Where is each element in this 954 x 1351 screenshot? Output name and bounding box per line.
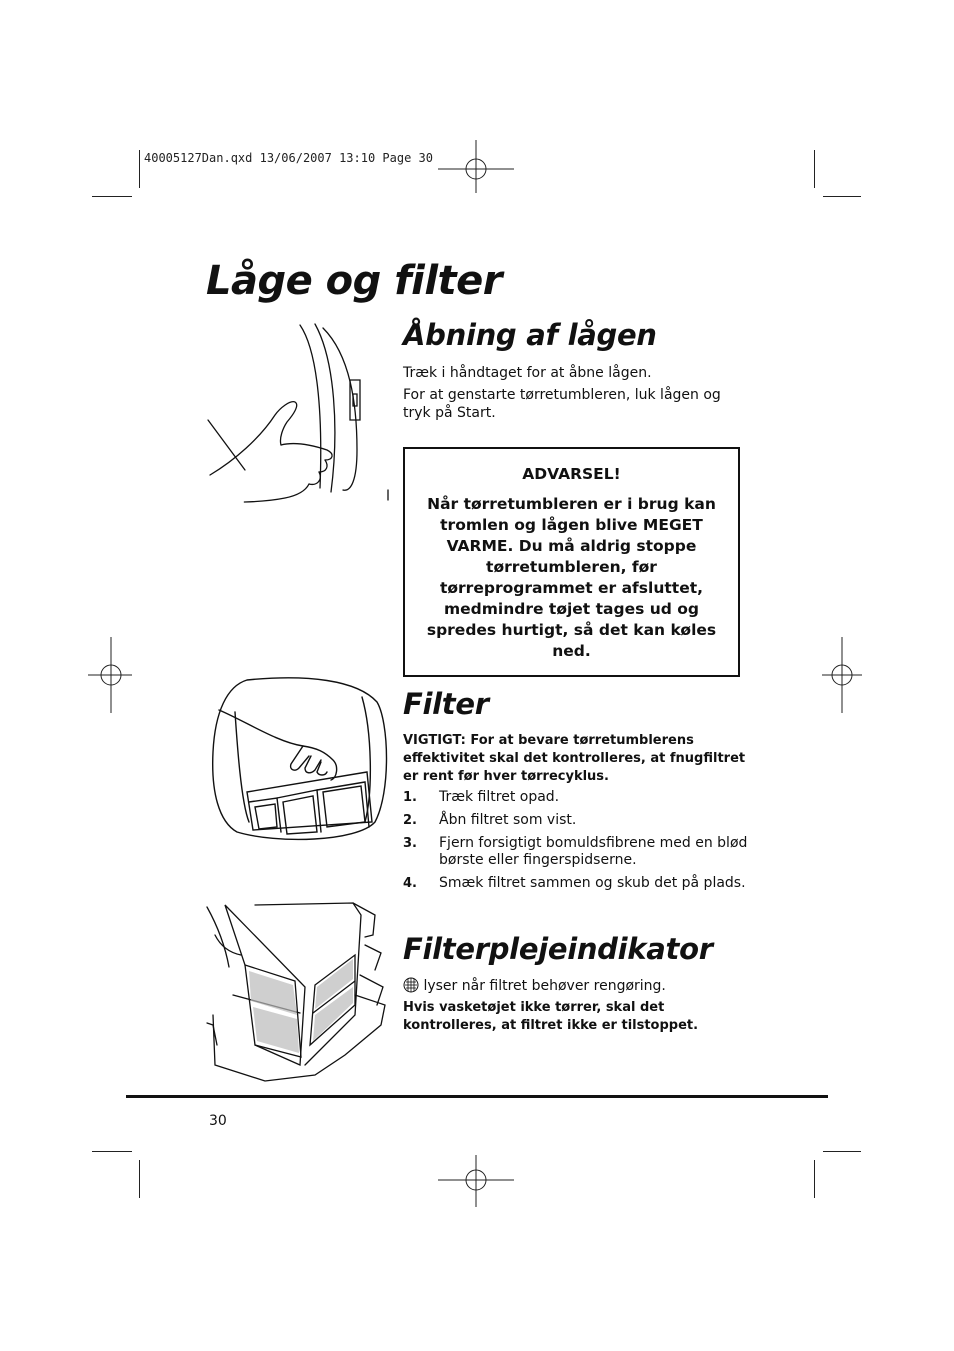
registration-mark-right xyxy=(822,637,862,713)
door-heading: Åbning af lågen xyxy=(403,318,657,352)
list-item: 4. Smæk filtret sammen og skub det på plads. xyxy=(403,875,746,891)
filter-steps xyxy=(403,789,748,898)
indicator-heading: Filterplejeindikator xyxy=(403,932,713,966)
list-item: 1. Træk filtret opad. xyxy=(403,789,560,805)
list-item: 3. Fjern forsigtigt bomuldsfibrene med en blød børste eller fingerspidserne. xyxy=(403,835,748,868)
open-filter-illustration xyxy=(205,895,390,1085)
indicator-line xyxy=(403,977,748,995)
door-opening-illustration xyxy=(205,320,395,510)
warning-title: ADVARSEL! xyxy=(522,465,621,483)
page-title: Låge og filter xyxy=(206,258,503,304)
registration-mark-bottom xyxy=(438,1155,514,1207)
filter-important-note: VIGTIGT: For at bevare tørretumblerens effektivitet skal det kontrolleres, at fnugfiltret er rent før hver tørrecyklus. xyxy=(403,733,746,784)
footer-rule xyxy=(126,1095,828,1098)
page-number: 30 xyxy=(209,1113,227,1129)
filter-heading: Filter xyxy=(403,687,489,721)
warning-box xyxy=(403,447,740,677)
registration-mark-top xyxy=(438,140,514,193)
indicator-note: Hvis vasketøjet ikke tørrer, skal det kontrolleres, at filtret ikke er tilstoppet. xyxy=(403,1000,699,1033)
filter-indicator-icon xyxy=(403,977,419,993)
file-slug: 40005127Dan.qxd 13/06/2007 13:10 Page 30 xyxy=(144,151,433,165)
door-instruction: Træk i håndtaget for at åbne lågen. xyxy=(403,365,652,381)
filter-removal-illustration xyxy=(207,672,392,847)
indicator-text: lyser når filtret behøver rengøring. xyxy=(419,978,666,994)
registration-mark-left xyxy=(88,637,132,713)
list-item: 2. Åbn filtret som vist. xyxy=(403,812,577,828)
warning-body: Når tørretumbleren er i brug kan tromlen og lågen blive MEGET VARME. Du må aldrig stoppe tørretumbleren, før tørreprogrammet er afsluttet, medmindre tøjet tages ud og spredes hurtigt, så det kan køles ned. xyxy=(426,495,717,660)
door-restart-instruction: For at genstarte tørretumbleren, luk lågen og tryk på Start. xyxy=(403,387,721,421)
